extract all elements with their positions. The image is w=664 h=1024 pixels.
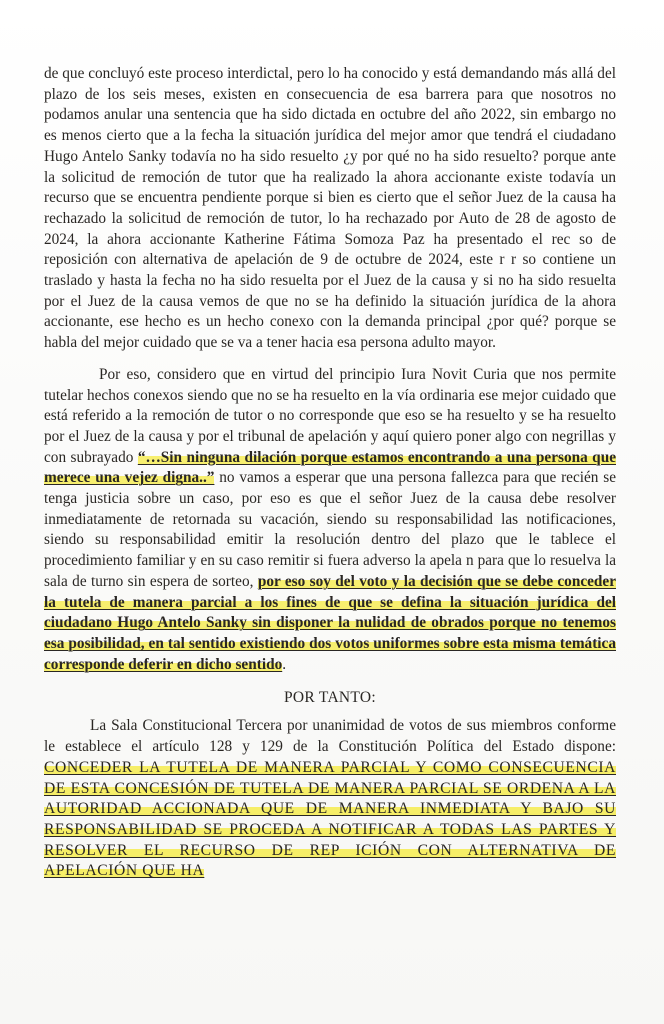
paragraph-2-text-b: no vamos a esperar que una persona fallezca para que recién se tenga justicia sobre un caso, por eso es que el señor Juez de la causa debe resolver inmediatamente de retornada su vacación, siendo su responsabilidad las notificaciones, siendo su responsabilidad emitir la resolución dentro del plazo que le tablece el procedimiento familiar y en su caso remitir si fuera adverso la apela n para que lo resuelva la sala de turno sin espera de sorteo, bbox=[44, 469, 616, 590]
paragraph-1: de que concluyó este proceso interdictal, pero lo ha conocido y está demandando más allá del plazo de los seis meses, existen en consecuencia de esa barrera para que nosotros no podamos anular una sentencia que ha sido dictada en octubre del año 2022, sin embargo no es menos cierto que a la fecha la situación jurídica del mejor amor que tendrá el ciudadano Hugo Antelo Sanky todavía no ha sido resuelto ¿y por qué no ha sido resuelto? porque ante la solicitud de remoción de tutor que ha realizado la ahora accionante existe todavía un recurso que se encuentra pendiente porque si bien es cierto que el señor Juez de la causa ha rechazado la solicitud de remoción de tutor, lo ha rechazado por Auto de 28 de agosto de 2024, la ahora accionante Katherine Fátima Somoza Paz ha presentado el rec so de reposición con alternativa de apelación de 9 de octubre de 2024, este r r so contiene un traslado y hasta la fecha no ha sido resuelta por el Juez de la causa y si no ha sido resuelta por el Juez de la causa vemos de que no se ha definido la situación jurídica de la ahora accionante, ese hecho es un hecho conexo con la demanda principal ¿por qué? porque se habla del mejor cuidado que se va a tener hacia esa persona adulto mayor. bbox=[44, 65, 616, 352]
paragraph-3-text: La Sala Constitucional Tercera por unanimidad de votos de sus miembros conforme le establece el artículo 128 y 129 de la Constitución Política del Estado dispone: bbox=[44, 717, 616, 756]
paragraph-3 bbox=[44, 716, 616, 882]
paragraph-2-end: . bbox=[282, 655, 287, 673]
section-heading: POR TANTO: bbox=[283, 689, 377, 707]
paragraph-2-text-a: Por eso, considero que en virtud del principio Iura Novit Curia que nos permite tutelar hechos conexos siendo que no se ha resuelto en la vía ordinaria ese mejor cuidado que está referido a la remoción de tutor o no corresponde que eso se ha resuelto y se ha resuelto por el Juez de la causa y por el tribunal de apelación y aquí quiero poner algo con negrillas y con subrayado bbox=[44, 365, 616, 466]
highlight-quote: “…Sin ninguna dilación porque estamos encontrando a una persona que merece una vejez digna..” bbox=[44, 448, 616, 487]
paragraph-2 bbox=[44, 365, 616, 676]
highlight-vote-decision: por eso soy del voto y la decisión que se debe conceder la tutela de manera parcial a los fines de que se defina la situación jurídica del ciudadano Hugo Antelo Sanky sin disponer la nulidad de obrados porque no tenemos esa posibilidad, en tal sentido existiendo dos votos uniformes sobre esta misma temática corresponde deferir en dicho sentido bbox=[44, 572, 616, 673]
highlight-resolution: CONCEDER LA TUTELA DE MANERA PARCIAL Y COMO CONSECUENCIA DE ESTA CONCESIÓN DE TUTELA DE MANERA PARCIAL SE ORDENA A LA AUTORIDAD ACCIONADA QUE DE MANERA INMEDIATA Y BAJO SU RESPONSABILIDAD SE PROCEDA A NOTIFICAR A TODAS LAS PARTES Y RESOLVER EL RECURSO DE REP ICIÓN CON ALTERNATIVA DE APELACIÓN QUE HA bbox=[44, 758, 616, 880]
document-body bbox=[44, 64, 616, 882]
